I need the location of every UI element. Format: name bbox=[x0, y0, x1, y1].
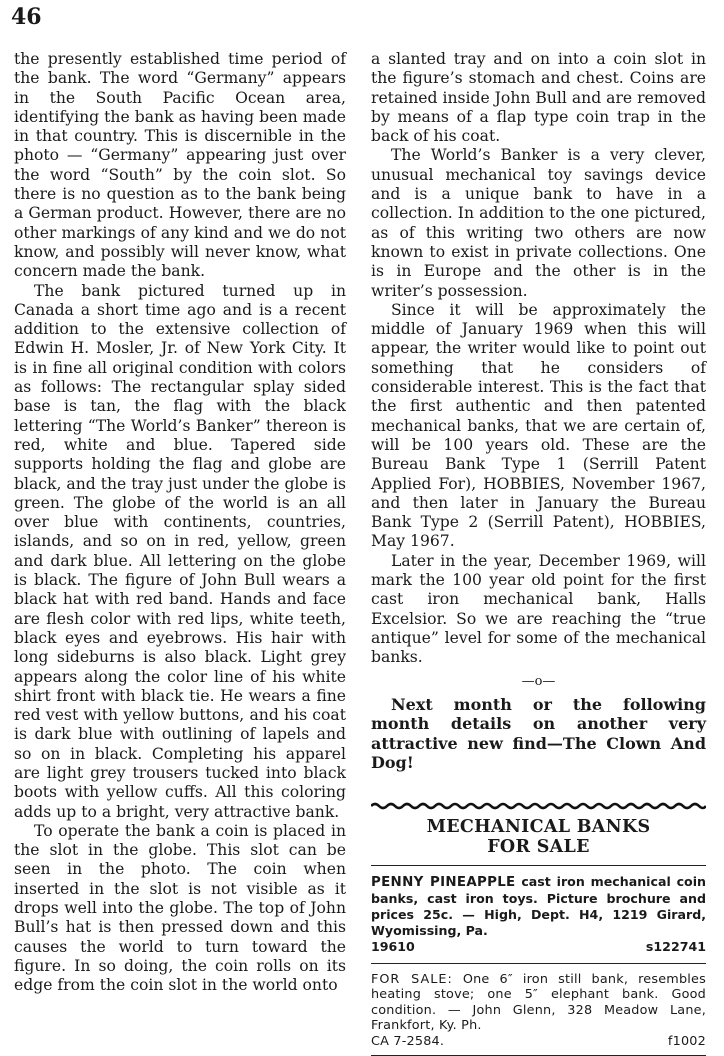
wavy-divider bbox=[371, 801, 706, 811]
article-paragraph: To operate the bank a coin is placed in the slot in the globe. This slot can be seen in the photo. The coin when inserted in the slot is not visible as it drops well into the globe. The top of John Bull’s hat is then pressed down and this causes the world to turn toward the figure. In so doing, the coin rolls on its edge from the coin slot in the world onto bbox=[14, 821, 346, 995]
next-month-promo: Next month or the following month details on another very attractive new find—The Clown And Dog! bbox=[371, 694, 706, 773]
ad-phone: CA 7-2584. bbox=[371, 1033, 445, 1049]
ad-code: s122741 bbox=[645, 938, 706, 954]
ad-body: cast iron mechanical coin banks, cast iron toys. Picture brochure and prices 25c. — High, Dept. H4, 1219 Girard, Wyomissing, Pa. bbox=[371, 873, 706, 938]
classified-ad bbox=[371, 865, 706, 955]
ads-header-line: FOR SALE bbox=[487, 836, 590, 857]
article-paragraph: Later in the year, December 1969, will mark the 100 year old point for the first cast iron mechanical bank, Halls Excelsior. So we are reaching the “true antique” level for some of the mechanical banks. bbox=[371, 551, 706, 667]
article-paragraph: a slanted tray and on into a coin slot in the figure’s stomach and chest. Coins are retained inside John Bull and are removed by means of a flap type coin trap in the back of his coat. bbox=[371, 50, 706, 146]
ads-section-header bbox=[371, 817, 706, 857]
article-right-column bbox=[371, 50, 706, 1056]
article-paragraph: Since it will be approximately the middle of January 1969 when this will appear, the writer would like to point out something that he considers of considerable interest. This is the fact that the first authentic and then patented mechanical banks, that we are certain of, will be 100 years old. These are the Bureau Bank Type 1 (Serrill Patent Applied For), HOBBIES, November 1967, and then later in January the Bureau Bank Type 2 (Serrill Patent), HOBBIES, May 1967. bbox=[371, 300, 706, 551]
ad-body: One 6″ iron still bank, resembles heating stove; one 5″ elephant bank. Good condition. — John Glenn, 328 Meadow Lane, Frankfort, Ky. Ph. bbox=[371, 971, 706, 1034]
classified-ad bbox=[371, 963, 706, 1050]
article-paragraph: The World’s Banker is a very clever, unusual mechanical toy savings device and is a unique bank to have in a collection. In addition to the one pictured, as of this writing two others are now known to exist in private collections. One is in Europe and the other is in the writer’s possession. bbox=[371, 146, 706, 300]
ad-zip: 19610 bbox=[371, 938, 415, 954]
article-paragraph: The bank pictured turned up in Canada a short time ago and is a recent addition to the extensive collection of Edwin H. Mosler, Jr. of New York City. It is in fine all original condition with colors as follows: The rectangular splay sided base is tan, the flag with the black lettering “The World’s Banker” thereon is red, white and blue. Tapered side supports holding the flag and globe are black, and the tray just under the globe is green. The globe of the world is an all over blue with continents, countries, islands, and so on in red, yellow, green and dark blue. All lettering on the globe is black. The figure of John Bull wears a black hat with red band. Hands and face are flesh color with red lips, white teeth, black eyes and eyebrows. His hair with long sideburns is also black. Light grey appears along the color line of his white shirt front with black tie. He wears a fine red vest with yellow buttons, and his coat is dark blue with outlining of lapels and so on in black. Completing his apparel are light grey trousers tucked into black boots with yellow cuffs. All this coloring adds up to a bright, very attractive bank. bbox=[14, 281, 346, 821]
section-separator: —o— bbox=[521, 673, 556, 689]
ad-code: f1002 bbox=[667, 1033, 706, 1049]
article-left-column bbox=[14, 50, 346, 996]
page-number: 46 bbox=[11, 4, 42, 30]
article-paragraph: the presently established time period of the bank. The word “Germany” appears in the South Pacific Ocean area, identifying the bank as having been made in that country. This is discernible in the photo — “Germany” appearing just over the word “South” by the coin slot. So there is no question as to the bank being a German product. However, there are no other markings of any kind and we do not know, and possibly will never know, what concern made the bank. bbox=[14, 50, 346, 281]
ad-lead: PENNY PINEAPPLE bbox=[371, 874, 516, 890]
ads-header-line: MECHANICAL BANKS bbox=[426, 816, 651, 837]
ad-lead: FOR SALE: bbox=[371, 971, 453, 987]
